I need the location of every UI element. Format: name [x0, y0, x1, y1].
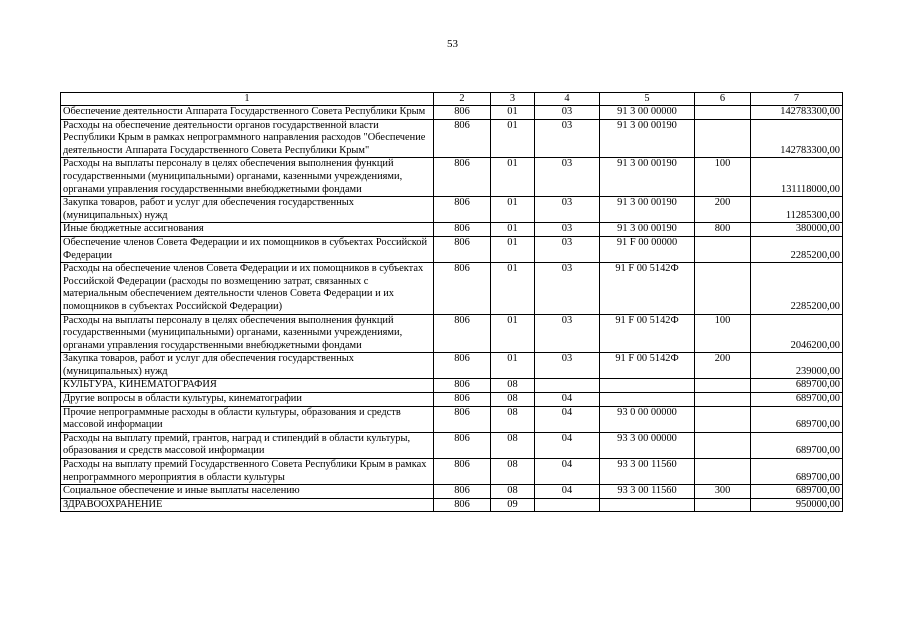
cell-ministry-code: 806 [434, 263, 491, 314]
cell-ministry-code: 806 [434, 379, 491, 393]
cell-name: Прочие непрограммные расходы в области культуры, образования и средств массовой информации [61, 406, 434, 432]
page-number: 53 [447, 38, 458, 50]
cell-ministry-code: 806 [434, 432, 491, 458]
table-row [61, 393, 843, 407]
cell-amount: 11285300,00 [751, 197, 843, 223]
header-cell: 1 [61, 93, 434, 106]
table-row [61, 485, 843, 499]
cell-target-article: 93 3 00 00000 [600, 432, 695, 458]
cell-name: Расходы на выплату премий, грантов, наград и стипендий в области культуры, образования и средств массовой информации [61, 432, 434, 458]
table-row [61, 353, 843, 379]
cell-amount: 689700,00 [751, 432, 843, 458]
cell-subsection-code: 04 [535, 432, 600, 458]
cell-section-code: 01 [491, 353, 535, 379]
cell-section-code: 01 [491, 158, 535, 197]
table-row [61, 106, 843, 120]
cell-amount: 2285200,00 [751, 236, 843, 262]
cell-name: Обеспечение членов Совета Федерации и их помощников в субъектах Российской Федерации [61, 236, 434, 262]
cell-name: Расходы на выплату премий Государственного Совета Республики Крым в рамках непрограммного мероприятия в области культуры [61, 459, 434, 485]
cell-subsection-code: 04 [535, 485, 600, 499]
cell-expense-type [695, 263, 751, 314]
cell-ministry-code: 806 [434, 158, 491, 197]
cell-section-code: 01 [491, 106, 535, 120]
cell-subsection-code: 03 [535, 119, 600, 158]
table-row [61, 236, 843, 262]
cell-subsection-code: 03 [535, 197, 600, 223]
cell-amount: 689700,00 [751, 393, 843, 407]
cell-ministry-code: 806 [434, 393, 491, 407]
cell-target-article: 91 3 00 00190 [600, 223, 695, 237]
cell-subsection-code: 03 [535, 158, 600, 197]
header-cell: 2 [434, 93, 491, 106]
cell-subsection-code: 04 [535, 406, 600, 432]
cell-expense-type [695, 432, 751, 458]
cell-ministry-code: 806 [434, 485, 491, 499]
cell-amount: 380000,00 [751, 223, 843, 237]
cell-target-article: 91 3 00 00190 [600, 158, 695, 197]
cell-amount: 142783300,00 [751, 119, 843, 158]
table-row [61, 197, 843, 223]
cell-expense-type: 100 [695, 314, 751, 353]
cell-target-article: 93 3 00 11560 [600, 485, 695, 499]
cell-amount: 2046200,00 [751, 314, 843, 353]
cell-section-code: 08 [491, 393, 535, 407]
cell-section-code: 08 [491, 432, 535, 458]
cell-section-code: 08 [491, 379, 535, 393]
cell-section-code: 08 [491, 459, 535, 485]
budget-table [60, 92, 843, 512]
table-row [61, 119, 843, 158]
cell-target-article: 91 F 00 00000 [600, 236, 695, 262]
cell-target-article: 91 F 00 5142Ф [600, 263, 695, 314]
table-row [61, 406, 843, 432]
cell-subsection-code: 03 [535, 106, 600, 120]
cell-section-code: 01 [491, 314, 535, 353]
cell-amount: 689700,00 [751, 379, 843, 393]
cell-name: Расходы на обеспечение деятельности органов государственной власти Республики Крым в рамках непрограммного направления расходов "Обеспечение деятельности Аппарата Государственного Совета Республики Крым" [61, 119, 434, 158]
header-cell: 6 [695, 93, 751, 106]
cell-ministry-code: 806 [434, 223, 491, 237]
cell-name: Социальное обеспечение и иные выплаты населению [61, 485, 434, 499]
header-cell: 3 [491, 93, 535, 106]
header-cell: 5 [600, 93, 695, 106]
cell-target-article: 91 F 00 5142Ф [600, 353, 695, 379]
cell-subsection-code: 04 [535, 393, 600, 407]
cell-target-article: 91 3 00 00190 [600, 119, 695, 158]
cell-name: Расходы на выплаты персоналу в целях обеспечения выполнения функций государственными (муниципальными) органами, казенными учреждениями, органами управления государственными внебюджетными фондами [61, 158, 434, 197]
cell-ministry-code: 806 [434, 353, 491, 379]
cell-amount: 950000,00 [751, 498, 843, 512]
cell-subsection-code: 04 [535, 459, 600, 485]
cell-name: КУЛЬТУРА, КИНЕМАТОГРАФИЯ [61, 379, 434, 393]
cell-name: Расходы на выплаты персоналу в целях обеспечения выполнения функций государственными (муниципальными) органами, казенными учреждениями, органами управления государственными внебюджетными фондами [61, 314, 434, 353]
cell-expense-type: 800 [695, 223, 751, 237]
cell-name: Иные бюджетные ассигнования [61, 223, 434, 237]
cell-expense-type: 100 [695, 158, 751, 197]
cell-section-code: 01 [491, 223, 535, 237]
cell-section-code: 08 [491, 406, 535, 432]
cell-amount: 239000,00 [751, 353, 843, 379]
cell-target-article: 91 3 00 00190 [600, 197, 695, 223]
cell-amount: 131118000,00 [751, 158, 843, 197]
cell-expense-type: 300 [695, 485, 751, 499]
table-row [61, 223, 843, 237]
cell-section-code: 08 [491, 485, 535, 499]
cell-expense-type: 200 [695, 197, 751, 223]
cell-ministry-code: 806 [434, 314, 491, 353]
cell-expense-type [695, 236, 751, 262]
cell-expense-type [695, 406, 751, 432]
cell-subsection-code: 03 [535, 314, 600, 353]
cell-subsection-code: 03 [535, 353, 600, 379]
cell-target-article: 91 3 00 00000 [600, 106, 695, 120]
table-row [61, 498, 843, 512]
cell-expense-type [695, 379, 751, 393]
cell-section-code: 01 [491, 263, 535, 314]
cell-subsection-code: 03 [535, 223, 600, 237]
cell-expense-type [695, 119, 751, 158]
header-cell: 7 [751, 93, 843, 106]
cell-amount: 689700,00 [751, 485, 843, 499]
cell-subsection-code [535, 379, 600, 393]
table-row [61, 158, 843, 197]
cell-target-article [600, 379, 695, 393]
cell-expense-type [695, 498, 751, 512]
cell-target-article: 93 0 00 00000 [600, 406, 695, 432]
table-row [61, 314, 843, 353]
cell-subsection-code: 03 [535, 263, 600, 314]
cell-name: Закупка товаров, работ и услуг для обеспечения государственных (муниципальных) нужд [61, 353, 434, 379]
cell-amount: 689700,00 [751, 459, 843, 485]
table-row [61, 263, 843, 314]
cell-expense-type: 200 [695, 353, 751, 379]
cell-amount: 689700,00 [751, 406, 843, 432]
cell-name: Расходы на обеспечение членов Совета Федерации и их помощников в субъектах Российской Федерации (расходы по возмещению затрат, связанных с материальным обеспечением деятельности членов Совета Федерации и их помощников в субъектах Российской Федерации) [61, 263, 434, 314]
cell-subsection-code: 03 [535, 236, 600, 262]
cell-target-article [600, 393, 695, 407]
cell-expense-type [695, 459, 751, 485]
cell-ministry-code: 806 [434, 236, 491, 262]
cell-subsection-code [535, 498, 600, 512]
cell-ministry-code: 806 [434, 119, 491, 158]
cell-ministry-code: 806 [434, 459, 491, 485]
cell-expense-type [695, 106, 751, 120]
cell-name: Обеспечение деятельности Аппарата Государственного Совета Республики Крым [61, 106, 434, 120]
cell-section-code: 01 [491, 197, 535, 223]
cell-name: ЗДРАВООХРАНЕНИЕ [61, 498, 434, 512]
cell-name: Закупка товаров, работ и услуг для обеспечения государственных (муниципальных) нужд [61, 197, 434, 223]
cell-ministry-code: 806 [434, 406, 491, 432]
table-row [61, 379, 843, 393]
cell-ministry-code: 806 [434, 197, 491, 223]
cell-section-code: 01 [491, 236, 535, 262]
cell-target-article: 91 F 00 5142Ф [600, 314, 695, 353]
cell-section-code: 09 [491, 498, 535, 512]
cell-amount: 142783300,00 [751, 106, 843, 120]
table-header-row [61, 93, 843, 106]
table-row [61, 459, 843, 485]
cell-target-article [600, 498, 695, 512]
table-row [61, 432, 843, 458]
cell-section-code: 01 [491, 119, 535, 158]
cell-ministry-code: 806 [434, 106, 491, 120]
cell-target-article: 93 3 00 11560 [600, 459, 695, 485]
cell-amount: 2285200,00 [751, 263, 843, 314]
cell-expense-type [695, 393, 751, 407]
cell-name: Другие вопросы в области культуры, кинематографии [61, 393, 434, 407]
header-cell: 4 [535, 93, 600, 106]
cell-ministry-code: 806 [434, 498, 491, 512]
